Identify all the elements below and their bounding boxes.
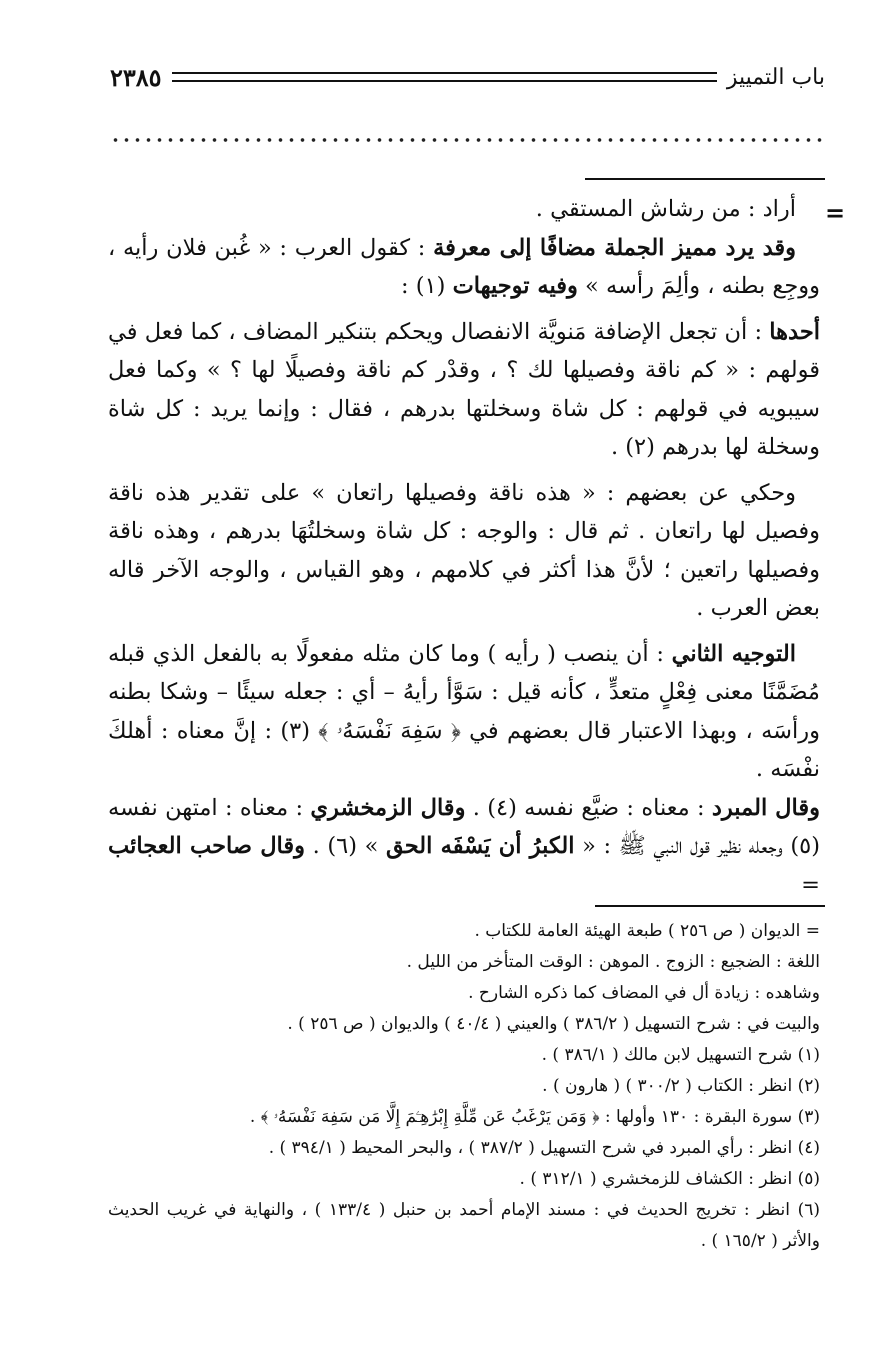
footnote-5: (٥) انظر : الكشاف للزمخشري ( ٣١٢/١ ) . xyxy=(519,1169,820,1189)
paragraph-6-text: : معناه : ضيَّع نفسه (٤) . xyxy=(465,794,712,821)
footnote-line: اللغة : الضجيع : الزوج . الموهن : الوقت المتأخر من الليل . xyxy=(406,952,820,972)
paragraph-2 xyxy=(108,229,820,306)
paragraph-5-lead: التوجيه الثاني xyxy=(671,640,796,667)
continuation-rule xyxy=(585,178,825,180)
chapter-title: باب التمييز xyxy=(726,64,825,90)
page-number: ٢٣٨٥ xyxy=(110,62,162,92)
main-text xyxy=(108,190,820,904)
footnote-2: (٢) انظر : الكتاب ( ٣٠٠/٢ ) ( هارون ) . xyxy=(542,1076,820,1096)
paragraph-5-text: : أن ينصب ( رأيه ) وما كان مثله مفعولًا به بالفعل الذي قبله مُضَمَّنًا معنى فِعْلٍ متعدٍّ ، كأنه قيل : سَوَّأ رأيهُ – أي : جعله سيئًا – وشكا بطنه ورأسَه ، وبهذا الاعتبار قال بعضهم في ﴿ سَفِهَ نَفْسَهُۥ ﴾ (٣) : إنَّ معناه : أهلكَ نفْسَه . xyxy=(108,640,820,782)
paragraph-6-text-2: : معناه : امتهن نفسه (٥) وجعله نظير قول النبي ﷺ : « xyxy=(108,794,821,859)
paragraph-6 xyxy=(108,789,820,905)
paragraph-3-text: : أن تجعل الإضافة مَنويَّة الانفصال ويحكم بتنكير المضاف ، كما فعل في قولهم : « كم ناقة وفصيلها لك ؟ ، وقدْر كم ناقة وفصيلًا لها ؟ » وكما فعل سيبويه في قولهم : كل شاة وسخلتها بدرهم ، فقال : وإنما يريد : كل شاة وسخلة لها بدرهم (٢) . xyxy=(108,318,820,460)
footnote-rule xyxy=(595,905,825,907)
footnote-line: وشاهده : زيادة أل في المضاف كما ذكره الشارح . xyxy=(468,983,820,1003)
dotted-separator xyxy=(110,132,825,148)
footnote-3: (٣) سورة البقرة : ١٣٠ وأولها : ﴿ وَمَن يَرْغَبُ عَن مِّلَّةِ إِبْرَٰهِـۧمَ إِلَّا مَن سَفِهَ نَفْسَهُۥ ﴾ . xyxy=(249,1107,820,1127)
footnote-6: (٦) انظر : تخريج الحديث في : مسند الإمام أحمد بن حنبل ( ١٣٣/٤ ) ، والنهاية في غريب الحديث والأثر ( ١٦٥/٢ ) . xyxy=(108,1200,820,1251)
paragraph-2-lead: وقد يرد مميز الجملة مضافًا إلى معرفة xyxy=(433,234,796,261)
page-header xyxy=(110,60,825,94)
paragraph-4: وحكي عن بعضهم : « هذه ناقة وفصيلها راتعان » على تقدير هذه ناقة وفصيل لها راتعان . ثم قال : والوجه : كل شاة وسخلتُهَا بدرهم ، وهذه ناقة وفصيلها راتعين ؛ لأنَّ هذا أكثر في كلامهم ، وهو القياس ، والوجه الآخر قاله بعض العرب . xyxy=(108,479,820,621)
paragraph-3-lead: أحدها xyxy=(769,318,820,345)
paragraph-6-lead-2: وقال الزمخشري xyxy=(310,794,466,821)
footnote-line: = الديوان ( ص ٢٥٦ ) طبعة الهيئة العامة للكتاب . xyxy=(474,921,820,941)
paragraph-6-end: = xyxy=(801,871,820,898)
footnote-line: والبيت في : شرح التسهيل ( ٣٨٦/٢ ) والعيني ( ٤٠/٤ ) والديوان ( ص ٢٥٦ ) . xyxy=(287,1014,820,1034)
header-rule xyxy=(172,72,717,82)
paragraph-2-lead-2: وفيه توجيهات xyxy=(452,273,578,299)
hadith-quote: الكبرُ أن يَسْفَه الحق xyxy=(386,833,575,859)
paragraph-6-lead: وقال المبرد xyxy=(711,794,821,821)
footnote-4: (٤) انظر : رأي المبرد في شرح التسهيل ( ٣٨٧/٢ ) ، والبحر المحيط ( ٣٩٤/١ ) . xyxy=(268,1138,820,1158)
continuation-mark-top: = xyxy=(825,198,846,227)
paragraph-2-end: (١) : xyxy=(401,273,453,299)
footnotes xyxy=(108,916,820,1257)
paragraph-6-text-3: » (٦) . xyxy=(305,833,386,859)
paragraph-5 xyxy=(108,635,820,789)
footnote-1: (١) شرح التسهيل لابن مالك ( ٣٨٦/١ ) . xyxy=(541,1045,820,1065)
paragraph-2-text: : كقول العرب : « غُبن فلان رأيه ، ووجِع بطنه ، وألِمَ رأسه » xyxy=(108,234,820,299)
paragraph-6-lead-3: وقال صاحب العجائب xyxy=(108,833,306,859)
paragraph-1: أراد : من رشاش المستقي . xyxy=(535,196,796,222)
paragraph-3 xyxy=(108,313,820,467)
